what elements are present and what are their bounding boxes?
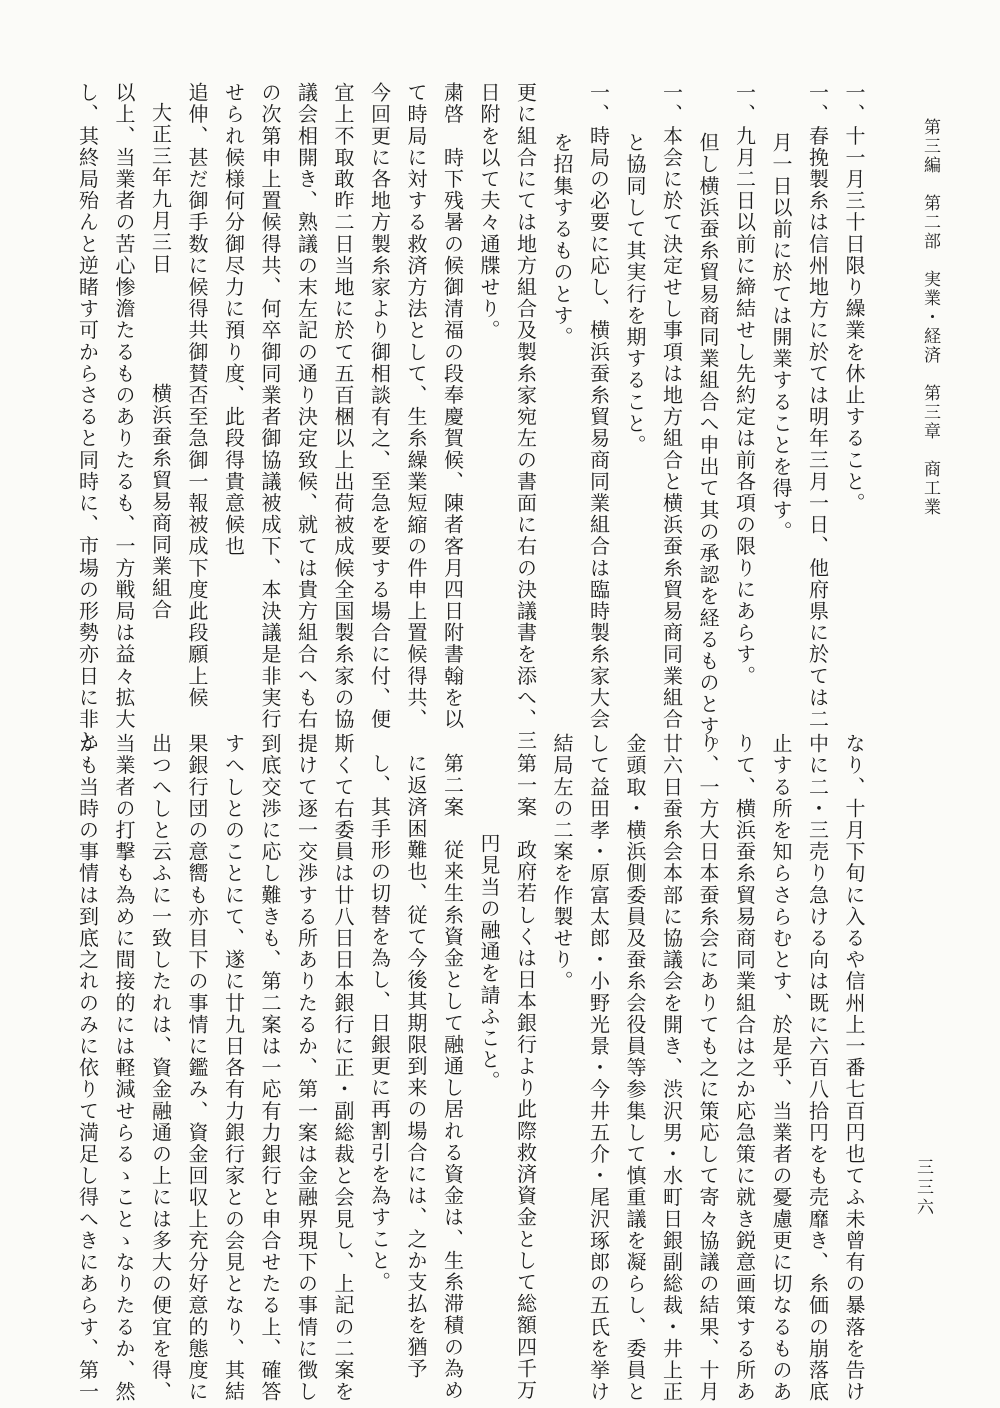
proposal-one-continued: 円見当の融通を請ふこと。: [477, 833, 501, 1093]
resolution-item-continued: を招集するものとす。: [550, 132, 574, 348]
proposal-two-continued: に返済困難也、従て今後其期限到来の場合には、之か支払を猶予: [404, 753, 428, 1380]
body-line: なり、十月下旬に入るや信州上一番七百円也てふ未曾有の暴落を告け: [842, 733, 866, 1403]
resolution-proviso: 但し横浜蚕糸貿易商同業組合へ申出て其の承認を経るものとす。: [696, 132, 720, 759]
resolution-item-continued: 月一日以前に於ては開業することを得す。: [769, 132, 793, 543]
letter-line: せられ候様何分御尽力に預り度、此段得貴意候也: [221, 82, 246, 558]
body-line: し、其終局殆んと逆睹す可からさると同時に、市場の形勢亦日に非と: [75, 82, 100, 752]
proposal-two: 第二案 従来生糸資金として融通し居れる資金は、生糸滞積の為め: [440, 753, 465, 1401]
body-line: 金頭取・横浜側委員及蚕糸会役員等参集して慎重議を凝らし、委員と: [623, 733, 647, 1403]
lower-text-block: [75, 733, 872, 1403]
resolution-item: 一、本会に於て決定せし事項は地方組合と横浜蚕糸貿易商同業組合: [659, 82, 684, 730]
resolution-item: 一、十一月三十日限り繰業を休止すること。: [842, 82, 866, 514]
letter-line: 議会相開き、熟議の末左記の通り決定致候、就ては貴方組合へも右: [294, 82, 319, 730]
letter-line: の次第申上置候得共、何卒御同業者御協議被成下、本決議是非実行: [258, 82, 282, 730]
body-line: 果銀行団の意嚮も亦目下の事情に鑑み、資金回収上充分好意的態度に: [185, 733, 209, 1403]
resolution-item: 一、九月二日以前に締結せし先約定は前各項の限りにあらす。: [732, 82, 757, 687]
letter-line: 宜上不取敢昨二日当地に於て五百梱以上出荷被成候全国製糸家の協: [331, 82, 355, 730]
resolution-item: 一、春挽製糸は信州地方に於ては明年三月一日、他府県に於ては二: [805, 82, 830, 730]
body-line: 当業者の打撃も為めに間接的には軽減せらるゝことゝなりたるか、然: [112, 733, 136, 1403]
body-line: 出つへしと云ふに一致したれは、資金融通の上には多大の便宜を得、: [148, 733, 173, 1403]
body-line: 止する所を知らさらむとす、於是乎、当業者の憂慮更に切なるものあ: [769, 733, 793, 1403]
letter-line: て時局に対する救済方法として、生糸繰業短縮の件申上置候得共、: [404, 82, 428, 730]
body-line: 到底交渉に応し難きも、第二案は一応有力銀行と申合せたる上、確答: [258, 733, 282, 1403]
body-line: かも当時の事情は到底之れのみに依りて満足し得へきにあらす、第一: [75, 733, 100, 1403]
upper-text-block: [72, 82, 872, 759]
resolution-item-continued: と協同して其実行を期すること。: [623, 132, 647, 456]
letter-date-signature: 大正三年九月三日 横浜蚕糸貿易商同業組合: [148, 102, 173, 621]
body-line: して益田孝・原富太郎・小野光景・今井五介・尾沢琢郎の五氏を挙け: [586, 733, 611, 1403]
body-line: 斯くて右委員は廿八日日本銀行に正・副総裁と会見し、上記の二案を: [331, 733, 355, 1403]
proposal-two-continued: し、其手形の切替を為し、日銀更に再割引を為すこと。: [367, 753, 392, 1293]
body-line: 以上、当業者の苦心惨澹たるものありたるも、一方戦局は益々拡大: [112, 82, 136, 730]
body-line: 更に組合にては地方組合及製糸家宛左の書面に右の決議書を添へ、三: [513, 82, 538, 752]
body-line: すへしとのことにて、遂に廿九日各有力銀行家との会見となり、其結: [221, 733, 246, 1403]
body-line: 結局左の二案を作製せり。: [550, 733, 574, 993]
body-line: 廿六日蚕糸会本部に協議会を開き、渋沢男・水町日銀副総裁・井上正: [659, 733, 684, 1403]
letter-postscript: 追伸、甚だ御手数に候得共御賛否至急御一報被成下度此段願上候: [185, 82, 209, 709]
resolution-item: 一、時局の必要に応し、横浜蚕糸貿易商同業組合は臨時製糸家大会: [586, 82, 611, 730]
body-line: 提けて逐一交渉する所ありたるか、第一案は金融界現下の事情に徴し: [294, 733, 319, 1403]
proposal-one: 第一案 政府若しくは日本銀行より此際救済資金として総額四千万: [513, 753, 538, 1401]
running-head: 第三編 第二部 実業・経済 第三章 商工業: [920, 118, 940, 517]
page-number: 三三六: [913, 1158, 933, 1218]
letter-line: 今回更に各地方製糸家より御相談有之、至急を要する場合に付、便: [367, 82, 392, 730]
body-line: 中に二・三売り急ける向は既に六百八拾円をも売靡き、糸価の崩落底: [805, 733, 830, 1403]
body-line: りて、横浜蚕糸貿易商同業組合は之か応急策に就き鋭意画策する所あ: [732, 733, 757, 1403]
body-line: り、一方大日本蚕糸会にありても之に策応して寄々協議の結果、十月: [696, 733, 720, 1403]
body-line: 日附を以て夫々通牒せり。: [477, 82, 501, 342]
letter-line: 粛啓 時下残暑の候御清福の段奉慶賀候、陳者客月四日附書翰を以: [440, 82, 465, 730]
